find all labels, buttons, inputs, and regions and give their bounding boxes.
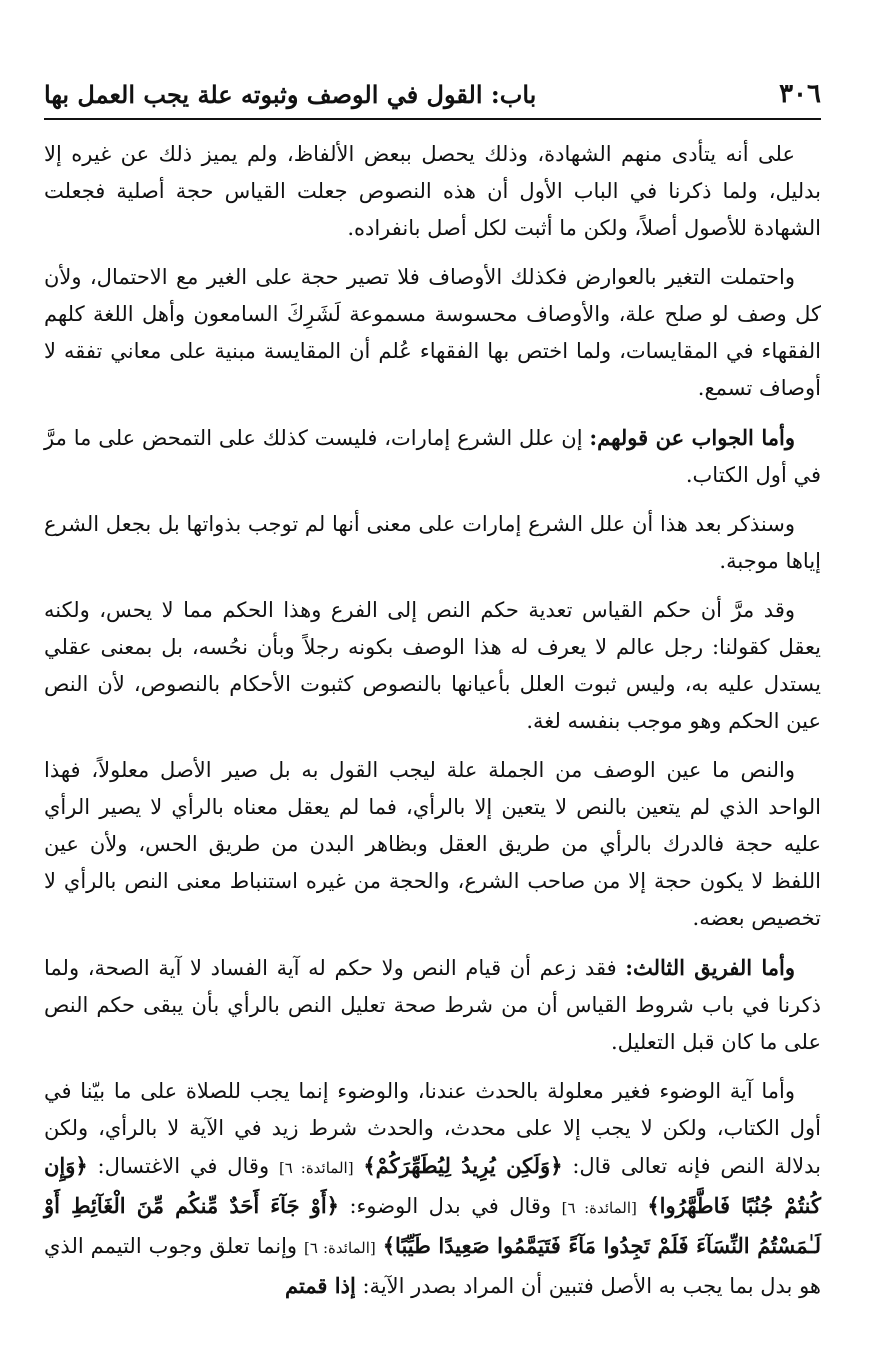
paragraph — [44, 949, 821, 1061]
paragraph-text: وسنذكر بعد هذا أن علل الشرع إمارات على معنى أنها لم توجب بذواتها بل بجعل الشرع إياها موجبة. — [44, 512, 821, 573]
paragraph-text: وأما آية الوضوء فغير معلولة بالحدث عندنا، والوضوء إنما يجب للصلاة على ما بيّنا في أول الكتاب، ولكن لا يجب إلا على محدث، والحدث شرط زيد في الآية لا بالرأي، ولكن بدلالة النص فإنه تعالى قال: — [44, 1079, 821, 1178]
paragraph — [44, 1073, 821, 1305]
paragraph-text: واحتملت التغير بالعوارض فكذلك الأوصاف فلا تصير حجة على الغير مع الاحتمال، ولأن كل وصف لو صلح علة، والأوصاف محسوسة مسموعة لَشَرِكَ السامعون وأهل اللغة كلهم الفقهاء في المقايسات، ولما اختص بها الفقهاء عُلم أن المقايسة مبنية على معاني تفقه لا أوصاف تسمع. — [44, 265, 821, 400]
quran-verse: ﴿وَإِن كُنتُمْ جُنُبًا فَاطَّهَّرُوا﴾ — [44, 1153, 821, 1218]
paragraph-text: والنص ما عين الوصف من الجملة علة ليجب القول به بل صير الأصل معلولاً، فهذا الواحد الذي لم يتعين بالنص لا يتعين إلا بالرأي، فما لم يعقل معناه بالرأي لا يصير الرأي عليه حجة فالدرك بالرأي من طريق العقل وبظاهر البدن من طريق الحس، ولأن عين اللفظ لا يكون حجة إلا من صاحب الشرع، والحجة من غيره استنباط معنى النص بالرأي لا تخصيص بعضه. — [44, 758, 821, 930]
paragraph — [44, 506, 821, 580]
paragraph-text: على أنه يتأدى منهم الشهادة، وذلك يحصل ببعض الألفاظ، ولم يميز ذلك عن غيره إلا بدليل، ولما ذكرنا في الباب الأول أن هذه النصوص جعلت القياس حجة أصلية فجعلت الشهادة للأصول أصلاً، ولكن ما أثبت لكل أصل بانفراده. — [44, 142, 821, 240]
page-body — [44, 136, 821, 1317]
paragraph-text: وقد مرَّ أن حكم القياس تعدية حكم النص إلى الفرع وهذا الحكم مما لا يحس، ولكنه يعقل كقولنا: رجل عالم لا يعرف له هذا الوصف بكونه رجلاً وبأن نحُسه، بل بمعنى عقلي يستدل عليه به، وليس ثبوت العلل بأعيانها بالنصوص كثبوت الأحكام بالنصوص، لأن النص عين الحكم وهو موجب بنفسه لغة. — [44, 598, 821, 733]
paragraph — [44, 592, 821, 740]
verse-reference: [المائدة: ٦] — [304, 1239, 376, 1257]
paragraph — [44, 419, 821, 494]
quran-verse: ﴿أَوْ جَآءَ أَحَدٌ مِّنكُم مِّنَ الْغَآئِطِ أَوْ لَـٰمَسْتُمُ النِّسَآءَ فَلَمْ تَجِدُوا مَآءً فَتَيَمَّمُوا صَعِيدًا طَيِّبًا﴾ — [44, 1193, 821, 1258]
paragraph-text: فقد زعم أن قيام النص ولا حكم له آية الفساد لا آية الصحة، ولما ذكرنا في باب شروط القياس أن من شرط صحة تعليل النص بالرأي بأن يبقى حكم النص على ما كان قبل التعليل. — [44, 956, 821, 1054]
verse-reference: [المائدة: ٦] — [561, 1199, 637, 1217]
paragraph-lead: وأما الفريق الثالث: — [625, 955, 795, 980]
paragraph-text: وقال في بدل الوضوء: — [349, 1194, 552, 1218]
paragraph — [44, 752, 821, 937]
paragraph — [44, 136, 821, 247]
verse-reference: [المائدة: ٦] — [278, 1159, 354, 1177]
paragraph-text: وقال في الاغتسال: — [97, 1154, 270, 1178]
page-number: ٣٠٦ — [779, 79, 821, 109]
paragraph-lead: وأما الجواب عن قولهم: — [589, 425, 795, 450]
page-header — [44, 70, 821, 120]
quran-verse: ﴿وَلَكِن يُرِيدُ لِيُطَهِّرَكُمْ﴾ — [363, 1153, 563, 1178]
paragraph — [44, 259, 821, 407]
chapter-title: باب: القول في الوصف وثبوته علة يجب العمل بها — [44, 79, 537, 109]
paragraph-text: وإنما تعلق وجوب التيمم الذي هو بدل بما يجب به الأصل فتبين أن المراد بصدر الآية: — [44, 1234, 821, 1298]
paragraph-text: إن علل الشرع إمارات، فليست كذلك على التمحض على ما مرَّ في أول الكتاب. — [44, 426, 821, 487]
paragraph-lead: إذا قمتم — [284, 1273, 356, 1298]
